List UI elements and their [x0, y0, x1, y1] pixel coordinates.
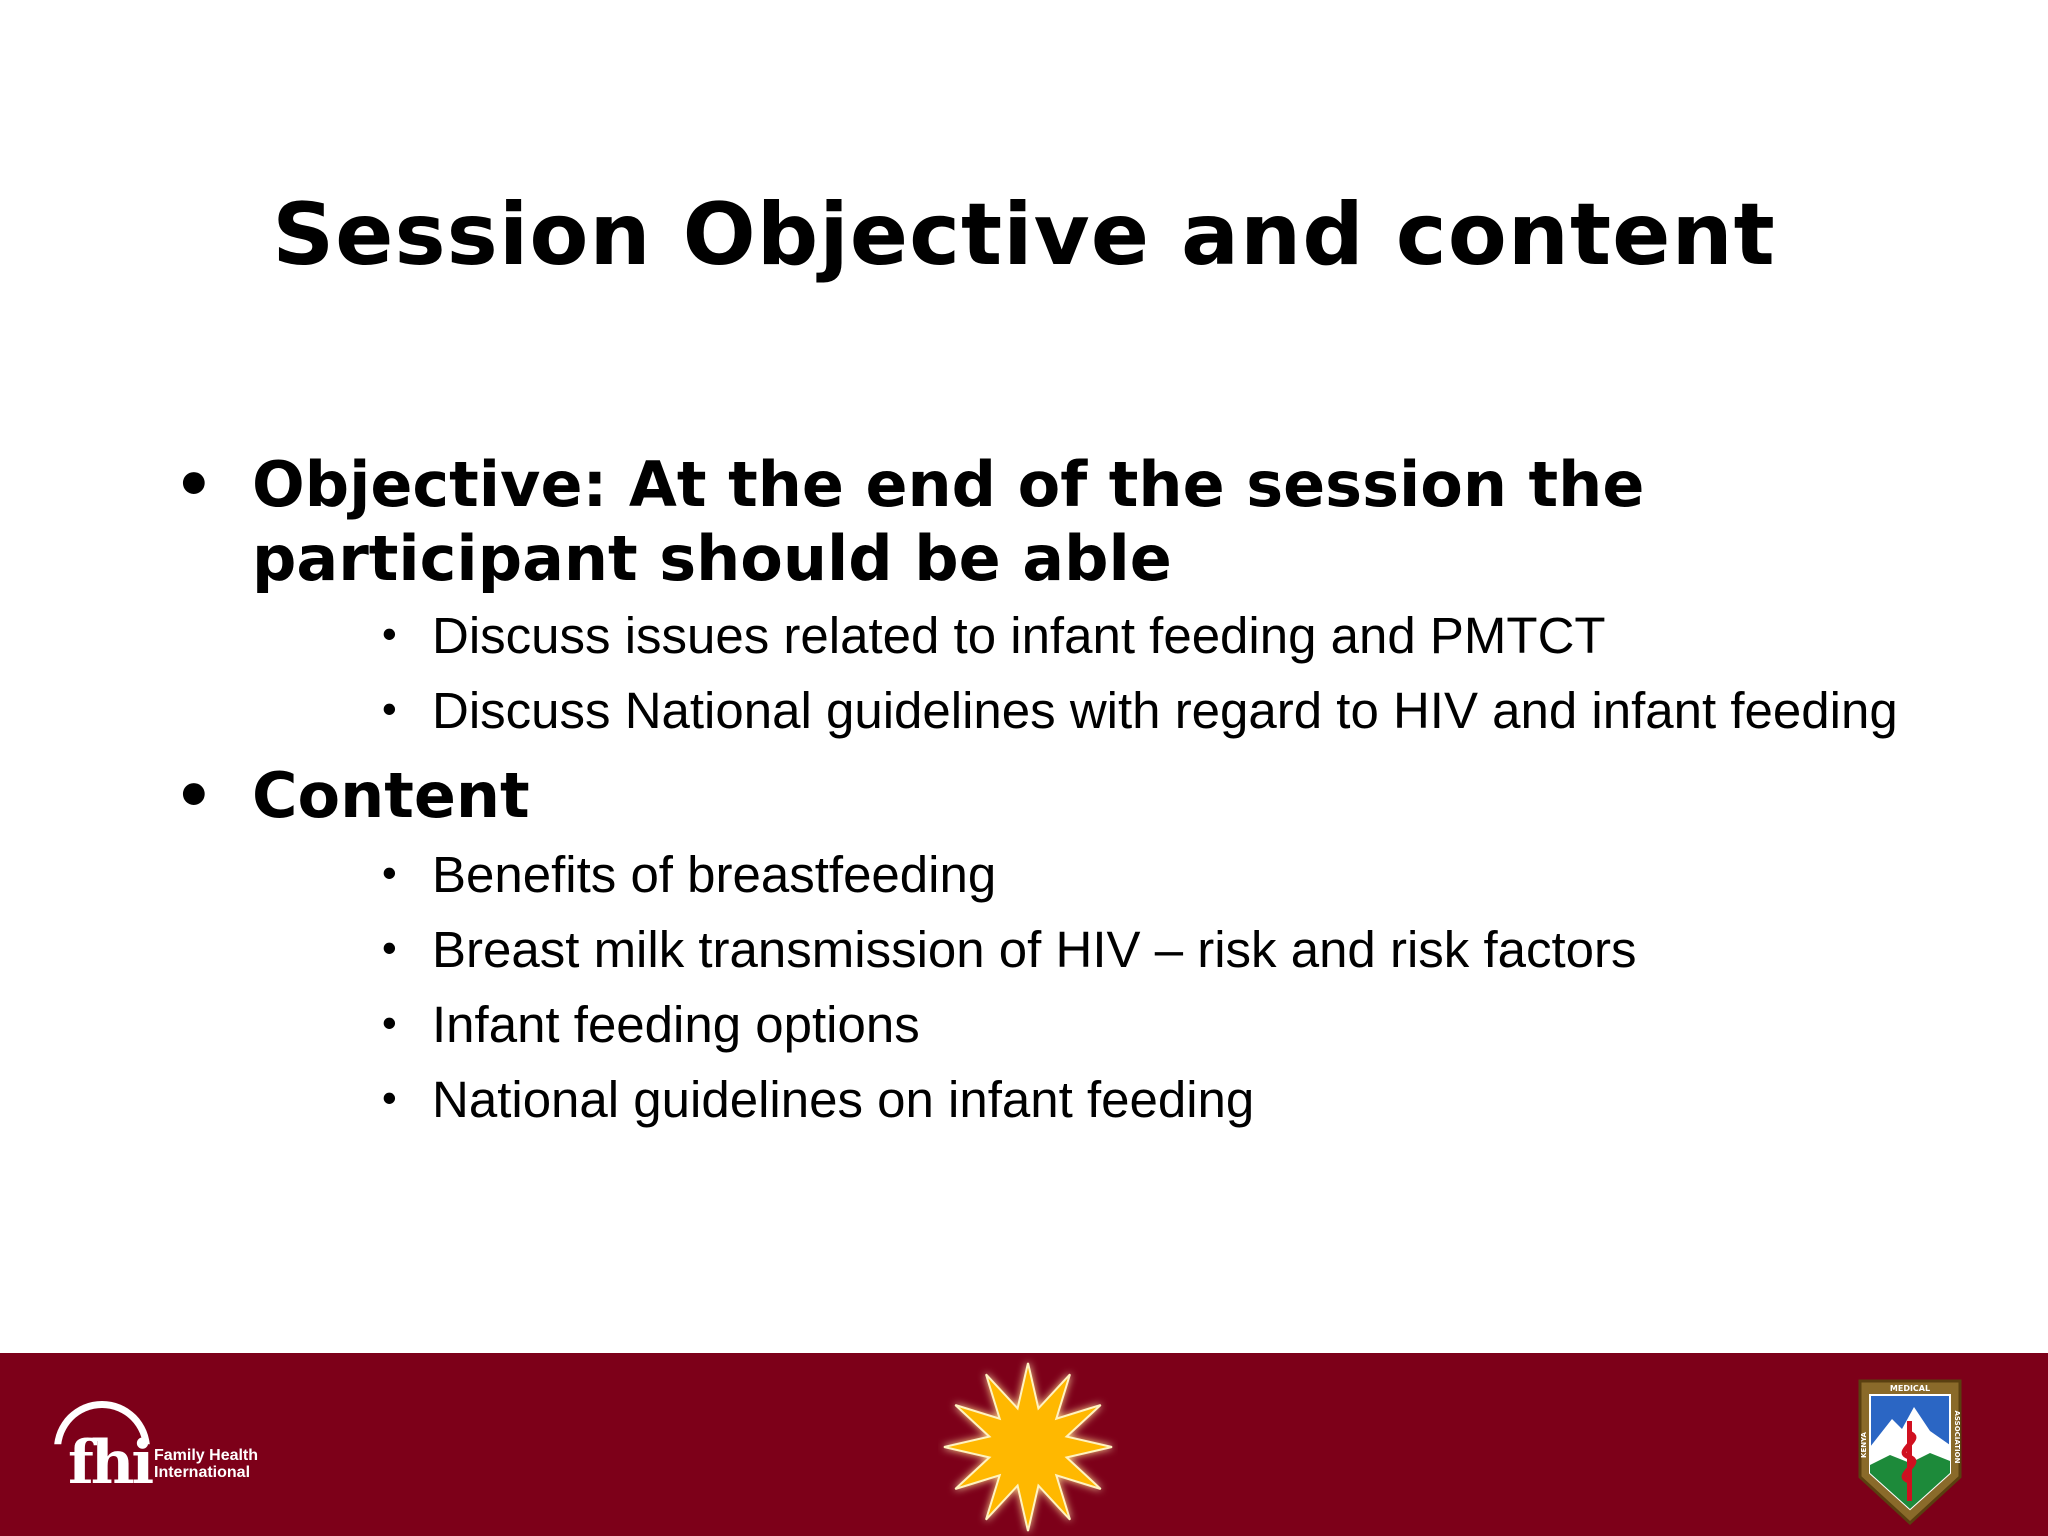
fhi-logo [50, 1401, 280, 1511]
fhi-wordmark: fhi [68, 1428, 152, 1498]
slide-title: Session Objective and content [272, 185, 1776, 285]
sub-bullet: • [382, 1074, 397, 1121]
sub-bullet: • [382, 610, 397, 657]
objective-item [382, 606, 2048, 666]
content-item-text: Breast milk transmission of HIV – risk and risk factors [432, 921, 1637, 978]
sub-bullet: • [382, 999, 397, 1046]
objective-item-text: Discuss issues related to infant feeding and PMTCT [432, 607, 1606, 664]
objective-item-text: Discuss National guidelines with regard to HIV and infant feeding [432, 682, 1898, 739]
objective-list [170, 606, 1990, 741]
bullet: • [174, 448, 214, 521]
content-item [382, 1070, 2048, 1130]
sub-bullet: • [382, 849, 397, 896]
content-item [382, 995, 2048, 1055]
objective-heading-text: Objective: At the end of the session the participant should be able [252, 448, 1645, 595]
content-item [382, 920, 2048, 980]
kma-top-text: MEDICAL [1889, 1384, 1931, 1393]
kma-emblem [1856, 1377, 1964, 1527]
content-list [170, 845, 1990, 1130]
kma-left-text: KENYA [1860, 1432, 1868, 1458]
fhi-name [154, 1447, 258, 1481]
kma-right-text: ASSOCIATION [1953, 1410, 1961, 1464]
content-item-text: National guidelines on infant feeding [432, 1071, 1255, 1128]
fhi-name-line: Family Health [154, 1447, 259, 1464]
content-item [382, 845, 2048, 905]
footer-band [0, 1353, 2048, 1536]
slide-body [170, 448, 1990, 1130]
sub-bullet: • [382, 685, 397, 732]
content-heading [170, 759, 1990, 833]
bullet: • [174, 759, 214, 832]
content-heading-text: Content [252, 759, 530, 832]
content-item-text: Infant feeding options [432, 996, 920, 1053]
fhi-name-line: International [154, 1464, 251, 1481]
sub-bullet: • [382, 924, 397, 971]
objective-heading [170, 448, 1952, 596]
content-item-text: Benefits of breastfeeding [432, 846, 997, 903]
objective-item [382, 681, 2048, 741]
sun-icon [938, 1353, 1118, 1536]
